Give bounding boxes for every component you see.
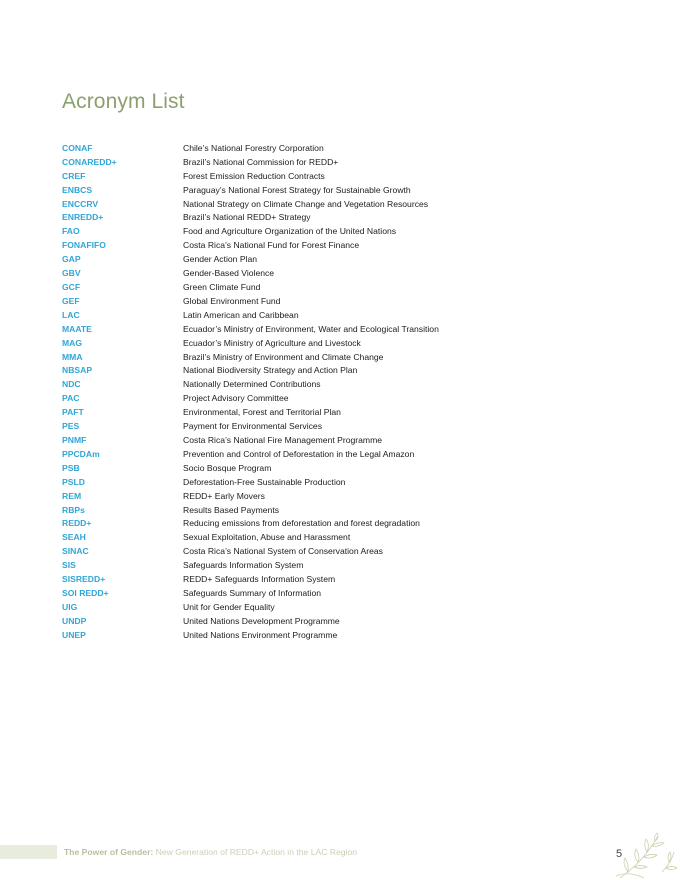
acronym-definition: REDD+ Safeguards Information System [183,574,336,585]
acronym-definition: Forest Emission Reduction Contracts [183,170,325,181]
acronym-term: PPCDAm [62,448,100,459]
acronym-definition: Environmental, Forest and Territorial Plan [183,407,341,418]
acronym-row [62,489,502,503]
acronym-definition: Unit for Gender Equality [183,601,275,612]
acronym-definition: Brazil’s National Commission for REDD+ [183,156,339,167]
acronym-definition: Global Environment Fund [183,295,281,306]
acronym-row [62,377,502,391]
acronym-definition: Ecuador’s Ministry of Agriculture and Livestock [183,337,361,348]
acronym-definition: Green Climate Fund [183,282,261,293]
acronym-row [62,308,502,322]
acronym-row [62,294,502,308]
acronym-row [62,364,502,378]
acronym-row [62,586,502,600]
acronym-term: NBSAP [62,365,93,376]
footer-bar [0,845,57,859]
acronym-row [62,419,502,433]
acronym-row [62,238,502,252]
acronym-row [62,391,502,405]
acronym-term: REDD+ [62,518,92,529]
acronym-row [62,266,502,280]
acronym-row [62,183,502,197]
acronym-term: SISREDD+ [62,574,106,585]
acronym-definition: Ecuador’s Ministry of Environment, Water and Ecological Transition [183,323,439,334]
acronym-term: ENREDD+ [62,212,104,223]
acronym-term: UNEP [62,629,86,640]
acronym-term: GAP [62,254,81,265]
acronym-row [62,433,502,447]
acronym-term: PSLD [62,476,85,487]
acronym-row [62,530,502,544]
acronym-definition: National Biodiversity Strategy and Action Plan [183,365,358,376]
acronym-definition: Payment for Environmental Services [183,421,322,432]
footer-title [64,846,357,858]
acronym-term: SINAC [62,546,89,557]
acronym-term: SIS [62,560,76,571]
acronym-definition: United Nations Environment Programme [183,629,338,640]
acronym-definition: Latin American and Caribbean [183,309,299,320]
acronym-row [62,336,502,350]
acronym-definition: Sexual Exploitation, Abuse and Harassment [183,532,351,543]
acronym-definition: Project Advisory Committee [183,393,289,404]
acronym-definition: Safeguards Information System [183,560,304,571]
acronym-term: ENBCS [62,184,93,195]
acronym-row [62,405,502,419]
acronym-definition: Deforestation-Free Sustainable Production [183,476,346,487]
acronym-row [62,503,502,517]
acronym-definition: Gender-Based Violence [183,268,275,279]
acronym-row [62,461,502,475]
acronym-row [62,544,502,558]
acronym-row [62,224,502,238]
acronym-definition: Costa Rica’s National Fund for Forest Finance [183,240,360,251]
acronym-definition: Brazil’s Ministry of Environment and Climate Change [183,351,384,362]
acronym-term: LAC [62,309,80,320]
acronym-definition: Costa Rica’s National System of Conservation Areas [183,546,383,557]
acronym-definition: Socio Bosque Program [183,462,272,473]
acronym-term: RBPs [62,504,85,515]
acronym-row [62,558,502,572]
acronym-term: CONAF [62,142,93,153]
acronym-term: PNMF [62,434,87,445]
acronym-term: MAATE [62,323,92,334]
page-title: Acronym List [62,90,185,113]
acronym-row [62,252,502,266]
footer-title-rest: New Generation of REDD+ Action in the LAC Region [153,847,358,857]
acronym-row [62,614,502,628]
footer-title-strong: The Power of Gender: [64,847,154,857]
acronym-row [62,350,502,364]
acronym-list [62,141,502,642]
acronym-term: PSB [62,462,80,473]
acronym-row [62,169,502,183]
acronym-row [62,280,502,294]
acronym-term: SOI REDD+ [62,587,109,598]
acronym-term: NDC [62,379,81,390]
page-number: 5 [616,848,623,860]
acronym-definition: Prevention and Control of Deforestation in the Legal Amazon [183,448,415,459]
acronym-definition: Chile’s National Forestry Corporation [183,142,324,153]
acronym-term: UIG [62,601,78,612]
acronym-term: GEF [62,295,80,306]
acronym-definition: Paraguay’s National Forest Strategy for Sustainable Growth [183,184,411,195]
acronym-row [62,141,502,155]
acronym-definition: Results Based Payments [183,504,280,515]
acronym-row [62,475,502,489]
acronym-row [62,155,502,169]
acronym-term: SEAH [62,532,86,543]
acronym-term: MAG [62,337,83,348]
acronym-term: PAFT [62,407,84,418]
acronym-row [62,516,502,530]
acronym-term: MMA [62,351,83,362]
leaf-branch-icon [614,832,680,880]
acronym-row [62,322,502,336]
acronym-term: FAO [62,226,80,237]
acronym-definition: Safeguards Summary of Information [183,587,322,598]
acronym-definition: Gender Action Plan [183,254,258,265]
acronym-row [62,447,502,461]
acronym-term: PES [62,421,80,432]
acronym-term: ENCCRV [62,198,99,209]
acronym-term: GBV [62,268,81,279]
acronym-definition: National Strategy on Climate Change and Vegetation Resources [183,198,429,209]
acronym-term: PAC [62,393,80,404]
acronym-row [62,197,502,211]
acronym-term: GCF [62,282,81,293]
acronym-row [62,211,502,225]
acronym-definition: Reducing emissions from deforestation and forest degradation [183,518,420,529]
acronym-term: CONAREDD+ [62,156,117,167]
acronym-term: CREF [62,170,86,181]
acronym-term: UNDP [62,615,87,626]
acronym-definition: Brazil’s National REDD+ Strategy [183,212,311,223]
acronym-row [62,572,502,586]
acronym-definition: REDD+ Early Movers [183,490,265,501]
acronym-definition: Nationally Determined Contributions [183,379,321,390]
acronym-definition: Costa Rica’s National Fire Management Programme [183,434,383,445]
acronym-term: FONAFIFO [62,240,106,251]
acronym-term: REM [62,490,82,501]
acronym-row [62,628,502,642]
acronym-definition: United Nations Development Programme [183,615,340,626]
acronym-row [62,600,502,614]
acronym-definition: Food and Agriculture Organization of the United Nations [183,226,397,237]
